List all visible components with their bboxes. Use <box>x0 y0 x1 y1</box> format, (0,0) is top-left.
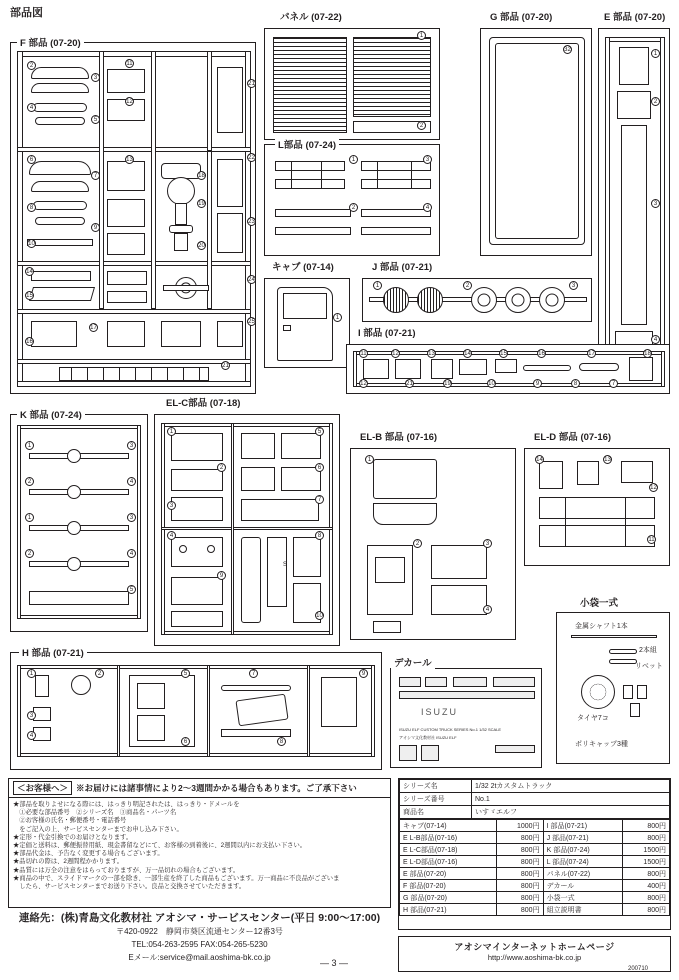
sprue-i-frame: 11 12 13 14 15 16 17 18 12 21 19 10 9 8 7 <box>347 345 669 393</box>
panel-label-f: F 部品 (07-20) <box>17 35 84 49</box>
price-value: 1500円 <box>623 856 670 868</box>
sprue-panel-kobukuro <box>556 598 670 764</box>
homepage-title: アオシマインターネットホームページ <box>454 942 615 952</box>
sprue-panel-eld <box>524 432 670 566</box>
notice-line: ★定価と送料は、郵便振替用紙、現金書留などにて、お客様の到着後に、2週間以内にお支払い下さい。 <box>13 842 307 850</box>
notice-line: ★商品の中で、スライドマークの一部を除き、一部生産を終了した商品もございます。万一商品に不良品がございま <box>13 874 340 882</box>
spec-value: いすゞエルフ <box>472 806 670 819</box>
price-name: 小袋一式 <box>543 892 623 904</box>
sprue-panel-cab <box>264 262 350 368</box>
sprue-cab-frame: 1 <box>265 279 349 367</box>
table-row <box>400 892 670 904</box>
table-row <box>400 780 670 793</box>
page-number: ― 3 ― <box>320 958 349 968</box>
kobukuro-item-tire: タイヤ7コ <box>577 715 609 722</box>
sprue-j-frame: 1 2 3 <box>363 279 591 321</box>
sprue-panel-elc <box>154 398 340 646</box>
panel-label-panel: パネル (07-22) <box>277 9 345 23</box>
decal-sheet: デカール ISUZU ISUZU ELF CUSTOM TRUCK SERIES No.1 1/32 SCALE アオシマ文化教材社 ISUZU ELF <box>390 668 542 768</box>
sprue-l-frame: 1 2 3 4 <box>265 145 439 255</box>
panel-label-g: G 部品 (07-20) <box>487 9 555 23</box>
price-name: キャブ(07-14) <box>400 820 497 832</box>
page-title: 部品図 <box>10 7 43 19</box>
sprue-panel-l <box>264 140 440 256</box>
panel-label-j: J 部品 (07-21) <box>369 259 435 273</box>
price-name: E L-D部品(07-16) <box>400 856 497 868</box>
customer-notice-box <box>8 778 391 908</box>
notice-line: ②お客様の氏名・郵便番号・電話番号 <box>13 817 127 825</box>
price-value: 800円 <box>623 820 670 832</box>
price-value: 800円 <box>623 892 670 904</box>
price-name: 組立説明書 <box>543 904 623 916</box>
price-name: L 部品(07-24) <box>543 856 623 868</box>
table-row <box>400 904 670 916</box>
price-value: 800円 <box>496 904 543 916</box>
homepage-url[interactable]: http://www.aoshima-bk.co.jp <box>487 953 582 962</box>
sprue-panel-i <box>346 328 670 394</box>
spec-table <box>399 779 670 819</box>
panel-label-k: K 部品 (07-24) <box>17 407 85 421</box>
price-name: H 部品(07-21) <box>400 904 497 916</box>
panel-label-kobukuro: 小袋一式 <box>577 595 621 609</box>
spec-value: No.1 <box>472 793 670 806</box>
spec-key: シリーズ名 <box>400 780 472 793</box>
notice-head-text: ※お届けには諸事情により2～3週間かかる場合もあります。ご了承下さい <box>76 783 357 793</box>
price-name: K 部品(07-24) <box>543 844 623 856</box>
contact-line-1: 連絡先：(株)青島文化教材社 アオシマ・サービスセンター(平日 9:00～17:00) <box>18 912 381 924</box>
sprue-e-frame: 1 2 3 4 <box>599 29 669 387</box>
sprue-panel-k <box>10 410 148 632</box>
panel-label-eld: EL-D 部品 (07-16) <box>531 429 614 443</box>
price-name: パネル(07-22) <box>543 868 623 880</box>
sprue-elc-frame: 1 2 3 5 6 7 4 9 S 8 10 <box>155 415 339 645</box>
contact-line-4: Eメール:service@mail.aoshima-bk.co.jp <box>128 953 271 962</box>
notice-line: ★品切れの際は、2週間程かかります。 <box>13 858 124 866</box>
price-value: 800円 <box>496 880 543 892</box>
notice-line: ★品質には万全の注意をはらっておりますが、万一品切れの場合もございます。 <box>13 866 240 874</box>
table-row <box>400 856 670 868</box>
sprue-h-frame: 1 2 3 4 5 6 7 8 9 <box>11 653 381 769</box>
notice-badge: ＜お客様へ＞ <box>13 781 72 795</box>
table-row <box>400 793 670 806</box>
print-code: 200710 <box>628 966 649 972</box>
price-name: J 部品(07-21) <box>543 832 623 844</box>
sprue-panel-panel <box>264 12 440 140</box>
sprue-panel-f <box>10 38 256 394</box>
notice-body <box>9 798 390 894</box>
table-row <box>400 868 670 880</box>
notice-line: したら、サービスセンターまでお送り下さい。良品と交換させていただきます。 <box>13 883 246 891</box>
price-value: 800円 <box>496 868 543 880</box>
price-value: 800円 <box>496 892 543 904</box>
price-box <box>398 778 671 930</box>
table-row <box>400 820 670 832</box>
panel-label-l: L部品 (07-24) <box>275 137 339 151</box>
price-value: 800円 <box>623 832 670 844</box>
price-value: 1500円 <box>623 844 670 856</box>
notice-line: ★部品を取りよせになる際には、はっきり明記されたは、はっきり・ドメールを <box>13 801 240 808</box>
table-row <box>400 806 670 819</box>
table-row <box>400 844 670 856</box>
price-value: 800円 <box>623 904 670 916</box>
price-value: 800円 <box>496 856 543 868</box>
price-name: E L-C部品(07-18) <box>400 844 497 856</box>
spec-value: 1/32 2tカスタムトラック <box>472 780 670 793</box>
sprue-f-frame: 2 3 4 5 6 7 8 9 10 11 12 13 18 19 20 21 22 23 14 15 24 16 17 25 21 <box>11 43 255 393</box>
panel-label-elc: EL-C部品 (07-18) <box>163 395 243 409</box>
contact-line-2: 〒420-0922 静岡市葵区流通センター12番3号 <box>116 927 283 936</box>
kobukuro-item-rivet: リベット <box>635 663 663 670</box>
panel-label-cab: キャブ (07-14) <box>269 259 337 273</box>
sprue-elb-frame: 1 2 3 4 <box>351 449 515 639</box>
price-list-table <box>399 819 670 916</box>
spec-key: 商品名 <box>400 806 472 819</box>
contact-line-3: TEL:054-263-2595 FAX:054-265-5230 <box>131 940 268 949</box>
price-name: E L-B部品(07-16) <box>400 832 497 844</box>
price-name: I 部品(07-21) <box>543 820 623 832</box>
sprue-panel-e <box>598 12 670 388</box>
kobukuro-item-polycap: ポリキャップ3種 <box>575 741 628 748</box>
sprue-panel-h <box>10 648 382 770</box>
sprue-g-frame: 32 <box>481 29 591 255</box>
price-value: 1000円 <box>496 820 543 832</box>
table-row <box>400 880 670 892</box>
kobukuro-item-rivet-count: 2本組 <box>639 647 657 654</box>
notice-line: をご記入の上、サービスセンターまでお申し込み下さい。 <box>13 825 183 833</box>
notice-line: ①必要な部品番号 ②シリーズ名 ③商品名・パーツ名 <box>13 809 177 817</box>
price-name: デカール <box>543 880 623 892</box>
panel-label-e: E 部品 (07-20) <box>601 9 668 23</box>
price-value: 800円 <box>496 844 543 856</box>
notice-header <box>9 779 390 798</box>
price-name: E 部品(07-20) <box>400 868 497 880</box>
price-value: 400円 <box>623 880 670 892</box>
price-name: G 部品(07-20) <box>400 892 497 904</box>
spec-key: シリーズ番号 <box>400 793 472 806</box>
decal-label: デカール <box>391 655 435 669</box>
panel-label-h: H 部品 (07-21) <box>19 645 87 659</box>
price-name: F 部品(07-20) <box>400 880 497 892</box>
notice-line: ★定形・代金引換でのお届けとなります。 <box>13 833 133 841</box>
sprue-eld-frame: 14 13 12 11 <box>525 449 669 565</box>
panel-label-i: I 部品 (07-21) <box>355 325 419 339</box>
sprue-panel-frame: 1 2 <box>265 29 439 139</box>
table-row <box>400 832 670 844</box>
sprue-panel-j <box>362 262 592 322</box>
sprue-panel-elb <box>350 432 516 640</box>
kobukuro-contents <box>557 613 669 763</box>
sprue-panel-g <box>480 12 592 256</box>
price-value: 800円 <box>623 868 670 880</box>
sprue-k-frame: 1 3 2 4 1 3 2 4 5 <box>11 415 147 631</box>
notice-line: ★部品代金は、予告なく変更する場合もございます。 <box>13 850 164 858</box>
price-value: 800円 <box>496 832 543 844</box>
kobukuro-item-shaft: 金属シャフト1本 <box>575 623 628 630</box>
panel-label-elb: EL-B 部品 (07-16) <box>357 429 440 443</box>
decal-brand-text: ISUZU <box>421 707 458 717</box>
